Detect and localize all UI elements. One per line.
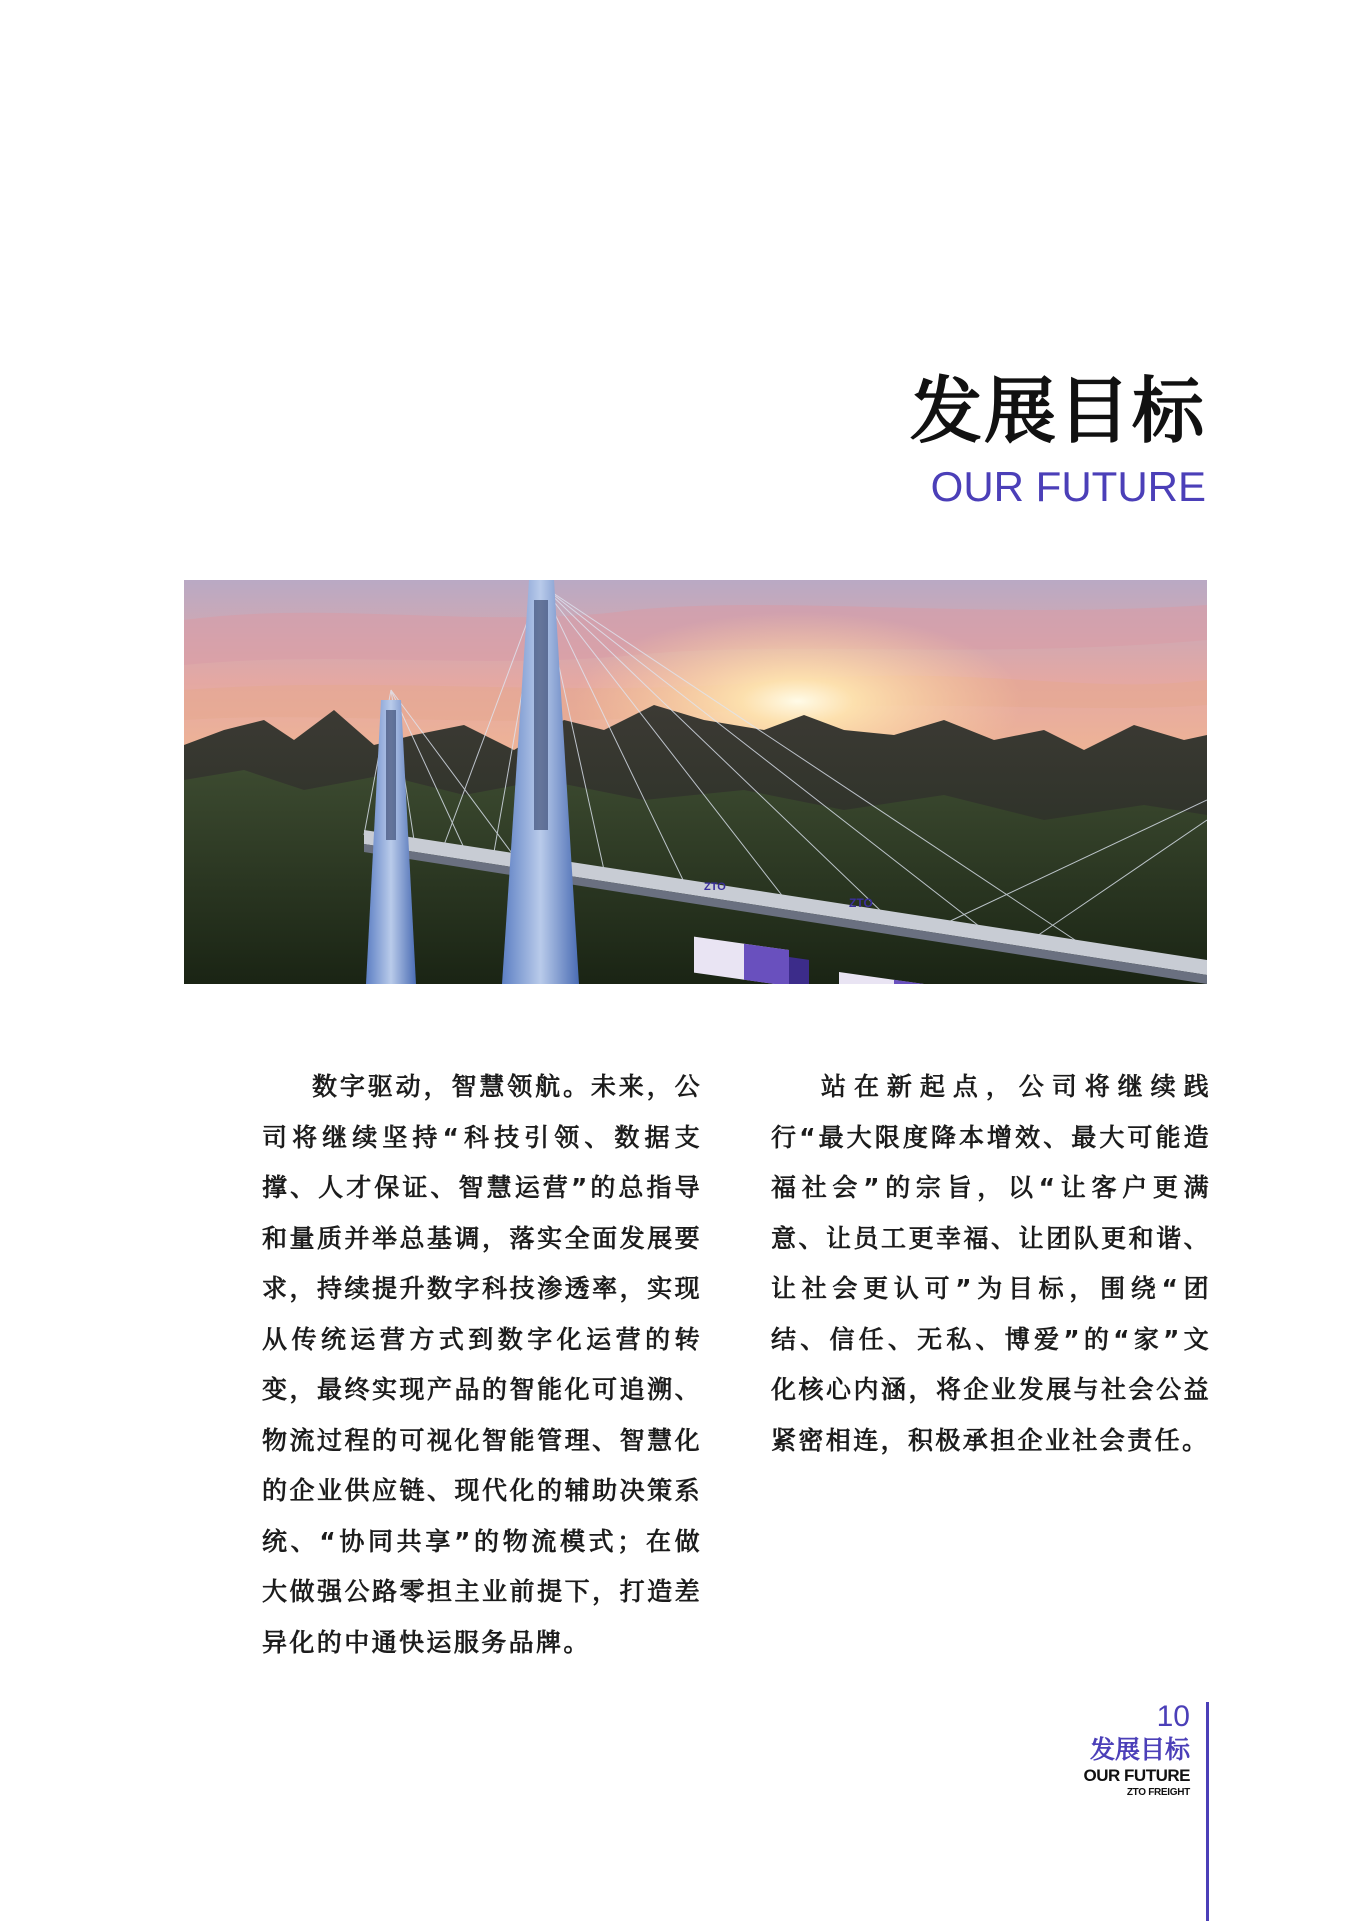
svg-text:ZTO: ZTO — [704, 881, 726, 893]
right-column — [771, 1062, 1211, 1466]
right-paragraph: 站在新起点，公司将继续践行“最大限度降本增效、最大可能造福社会”的宗旨，以“让客户更满意、让员工更幸福、让团队更和谐、让社会更认可”为目标，围绕“团结、信任、无私、博爱”的“家”文化核心内涵，将企业发展与社会公益紧密相连，积极承担企业社会责任。 — [771, 1072, 1211, 1455]
left-column — [262, 1062, 702, 1668]
footer-divider — [1206, 1702, 1209, 1921]
page-number: 10 — [1156, 1700, 1190, 1733]
page-title: 发展目标 — [909, 369, 1206, 453]
svg-text:ZTO: ZTO — [849, 896, 873, 910]
page-subtitle: OUR FUTURE — [930, 463, 1206, 510]
bridge-illustration — [184, 580, 1207, 984]
footer-subtitle: OUR FUTURE — [1083, 1766, 1190, 1785]
bridge-photo — [184, 580, 1207, 984]
footer-brand: ZTO FREIGHT — [1126, 1787, 1190, 1798]
left-paragraph: 数字驱动，智慧领航。未来，公司将继续坚持“科技引领、数据支撑、人才保证、智慧运营”的总指导和量质并举总基调，落实全面发展要求，持续提升数字科技渗透率，实现从传统运营方式到数字化运营的转变，最终实现产品的智能化可追溯、物流过程的可视化智能管理、智慧化的企业供应链、现代化的辅助决策系统、“协同共享”的物流模式；在做大做强公路零担主业前提下，打造差异化的中通快运服务品牌。 — [262, 1072, 702, 1657]
page-footer — [1084, 1700, 1190, 1800]
footer-title: 发展目标 — [1089, 1735, 1190, 1764]
